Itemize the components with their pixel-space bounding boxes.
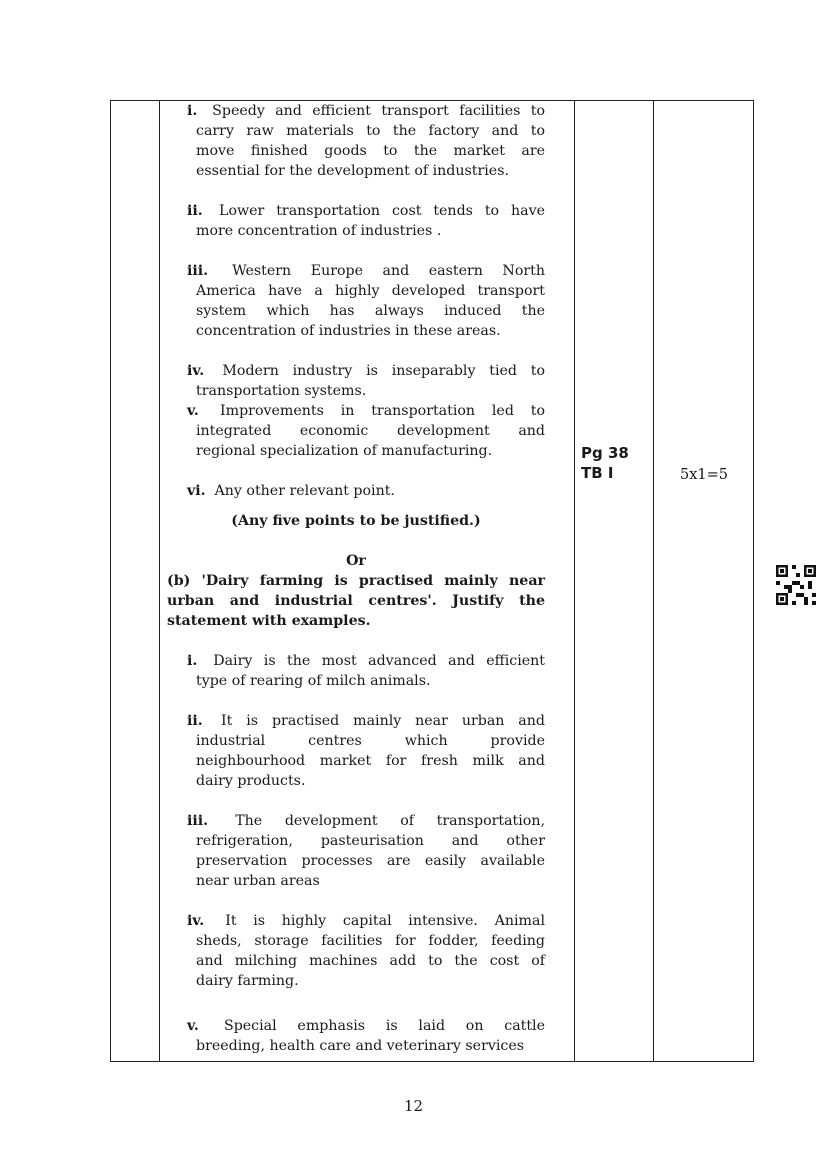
point-number: ii. [187, 713, 218, 729]
answer-line: industrial centres which provide [196, 733, 545, 749]
answer-line: carry raw materials to the factory and to [196, 123, 545, 139]
point-number: v. [187, 1018, 220, 1034]
answer-line [187, 261, 545, 281]
point-text: Modern industry is inseparably tied to [222, 363, 546, 379]
answer-line [187, 1016, 545, 1036]
answer-line: refrigeration, pasteurisation and other [196, 833, 545, 849]
answer-line: more concentration of industries . [196, 223, 442, 239]
answer-point [187, 711, 545, 791]
point-number: iii. [187, 263, 229, 279]
answer-line [187, 201, 545, 221]
reference-page: Pg 38 [581, 444, 629, 462]
point-text: It is highly capital intensive. Animal [225, 913, 545, 929]
answer-line: breeding, health care and veterinary services [196, 1038, 525, 1054]
point-number: ii. [187, 203, 216, 219]
textbook-reference [581, 443, 629, 483]
answer-line [187, 911, 545, 931]
or-divider: Or [346, 553, 366, 569]
answer-line: dairy products. [196, 773, 306, 789]
answer-table [110, 100, 754, 1062]
point-text: The development of transportation, [235, 813, 545, 829]
point-number: v. [187, 403, 217, 419]
answer-line: regional specialization of manufacturing. [196, 443, 493, 459]
point-text: Lower transportation cost tends to have [219, 203, 545, 219]
question-line: (b) 'Dairy farming is practised mainly near [167, 573, 545, 589]
answer-line [187, 651, 545, 671]
qr-code-icon [776, 565, 816, 605]
marks-allocation: 5x1=5 [679, 467, 728, 483]
point-text: Speedy and efficient transport facilities to [212, 103, 545, 119]
point-number: vi. [187, 483, 211, 499]
answer-line: neighbourhood market for fresh milk and [196, 753, 545, 769]
answer-line: essential for the development of industries. [196, 163, 509, 179]
answer-point [187, 651, 545, 691]
answer-line [187, 401, 545, 421]
page-number: 12 [403, 1097, 424, 1115]
point-text: Any other relevant point. [214, 483, 395, 499]
answer-line: type of rearing of milch animals. [196, 673, 431, 689]
question-line: statement with examples. [167, 613, 371, 629]
answer-point [187, 481, 545, 501]
answer-point [187, 361, 545, 401]
point-text: Western Europe and eastern North [232, 263, 545, 279]
answer-point [187, 101, 545, 181]
point-text: Special emphasis is laid on cattle [223, 1018, 545, 1034]
point-text: It is practised mainly near urban and [221, 713, 545, 729]
answer-point [187, 401, 545, 461]
answer-line: dairy farming. [196, 973, 299, 989]
answer-line: transportation systems. [196, 383, 367, 399]
answer-line: preservation processes are easily available [196, 853, 545, 869]
column-divider [574, 101, 575, 1061]
reference-book: TB I [581, 464, 614, 482]
answer-point [187, 911, 545, 991]
answer-line: concentration of industries in these areas. [196, 323, 501, 339]
column-divider [653, 101, 654, 1061]
instruction-note: (Any five points to be justified.) [231, 513, 481, 529]
answer-line: near urban areas [196, 873, 320, 889]
answer-point [187, 1016, 545, 1056]
point-number: iii. [187, 813, 232, 829]
question-line: urban and industrial centres'. Justify the [167, 593, 545, 609]
question-b [167, 571, 545, 631]
answer-line [187, 481, 545, 501]
answer-line [187, 101, 545, 121]
answer-line: integrated economic development and [196, 423, 545, 439]
point-text: Improvements in transportation led to [220, 403, 545, 419]
answer-line: move finished goods to the market are [196, 143, 545, 159]
answer-line: and milching machines add to the cost of [196, 953, 545, 969]
answer-point [187, 811, 545, 891]
answer-line: America have a highly developed transport [196, 283, 545, 299]
answer-point [187, 201, 545, 241]
answer-point [187, 261, 545, 341]
answer-line [187, 811, 545, 831]
point-text: Dairy is the most advanced and efficient [213, 653, 545, 669]
answer-line [187, 711, 545, 731]
point-number: i. [187, 653, 210, 669]
answer-line [187, 361, 545, 381]
answer-line: system which has always induced the [196, 303, 545, 319]
column-divider [159, 101, 160, 1061]
point-number: iv. [187, 913, 222, 929]
point-number: iv. [187, 363, 219, 379]
answer-line: sheds, storage facilities for fodder, feeding [196, 933, 545, 949]
point-number: i. [187, 103, 209, 119]
